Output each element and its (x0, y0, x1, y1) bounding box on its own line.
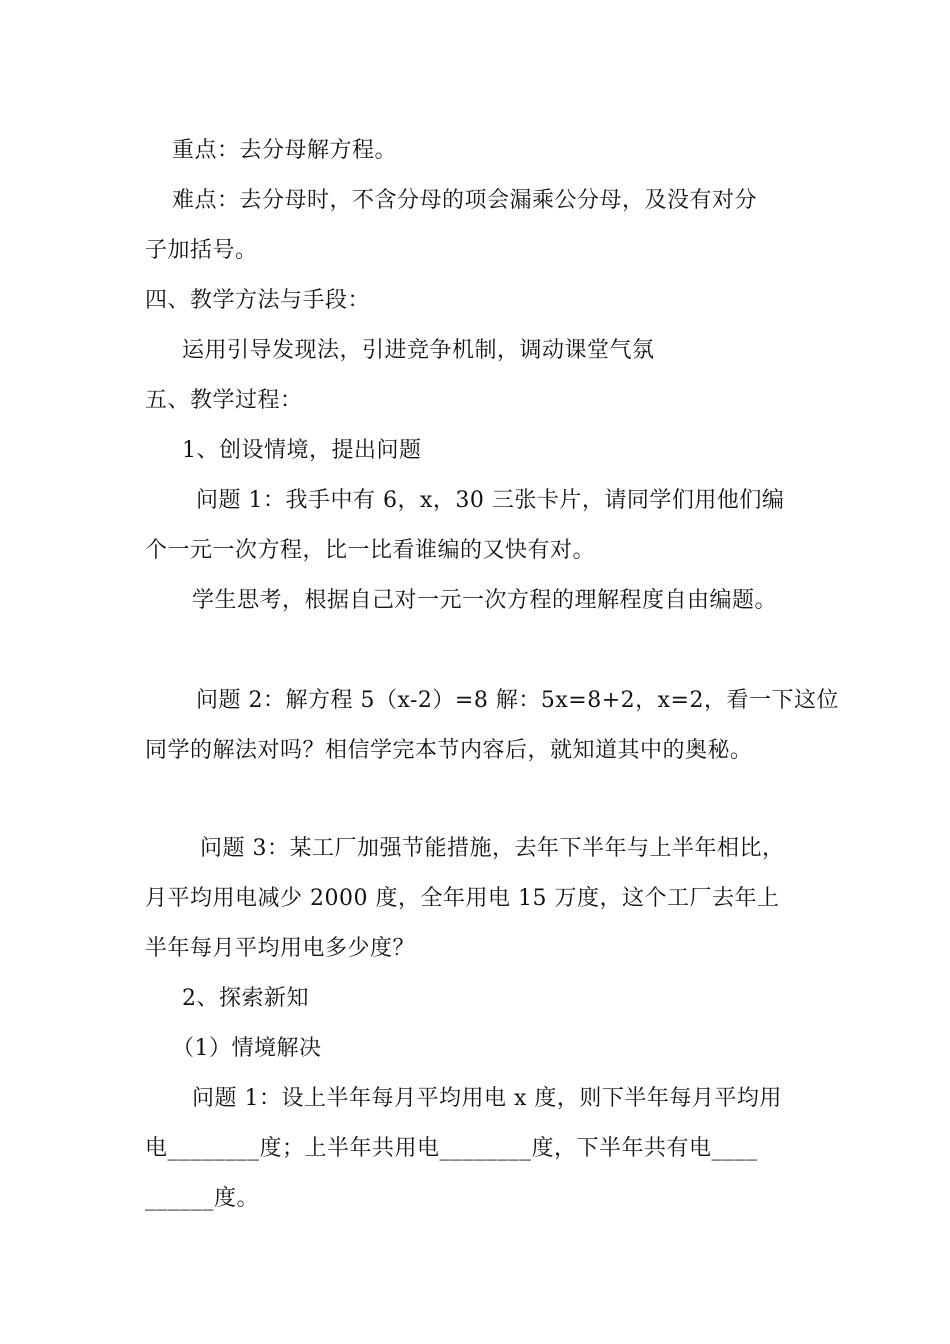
question-2-line-cont: 同学的解法对吗？相信学完本节内容后，就知道其中的奥秘。 (145, 738, 753, 763)
section-heading-process: 五、教学过程： (145, 388, 303, 413)
subsection-heading-2-1: （1）情境解决 (172, 1036, 322, 1061)
fill-question-line: 问题 1：设上半年每月平均用电 x 度，则下半年每月平均用 (192, 1086, 782, 1111)
question-3-line: 问题 3：某工厂加强节能措施，去年下半年与上半年相比， (200, 836, 785, 861)
subsection-heading-2: 2、探索新知 (182, 986, 309, 1011)
question-3-line-end: 半年每月平均用电多少度？ (145, 936, 416, 961)
fill-question-blanks-end: ______度。 (145, 1186, 260, 1211)
section-heading-methods: 四、教学方法与手段： (145, 288, 371, 313)
subsection-heading-1: 1、创设情境，提出问题 (182, 438, 422, 463)
difficulty-line-cont: 子加括号。 (145, 238, 258, 263)
difficulty-line: 难点：去分母时，不含分母的项会漏乘公分母，及没有对分 (172, 188, 758, 213)
question-1-line-cont: 个一元一次方程，比一比看谁编的又快有对。 (145, 538, 596, 563)
methods-text: 运用引导发现法，引进竞争机制，调动课堂气氛 (182, 338, 655, 363)
question-2-line: 问题 2：解方程 5（x-2）=8 解：5x=8+2，x=2，看一下这位 (196, 688, 839, 713)
question-1-line: 问题 1：我手中有 6，x，30 三张卡片，请同学们用他们编 (196, 488, 785, 513)
student-thinking-text: 学生思考，根据自己对一元一次方程的理解程度自由编题。 (192, 588, 778, 613)
fill-question-blanks: 电________度；上半年共用电________度，下半年共有电____ (145, 1136, 758, 1161)
key-point-line: 重点：去分母解方程。 (172, 138, 398, 163)
question-3-line-cont: 月平均用电减少 2000 度，全年用电 15 万度，这个工厂去年上 (145, 886, 780, 911)
